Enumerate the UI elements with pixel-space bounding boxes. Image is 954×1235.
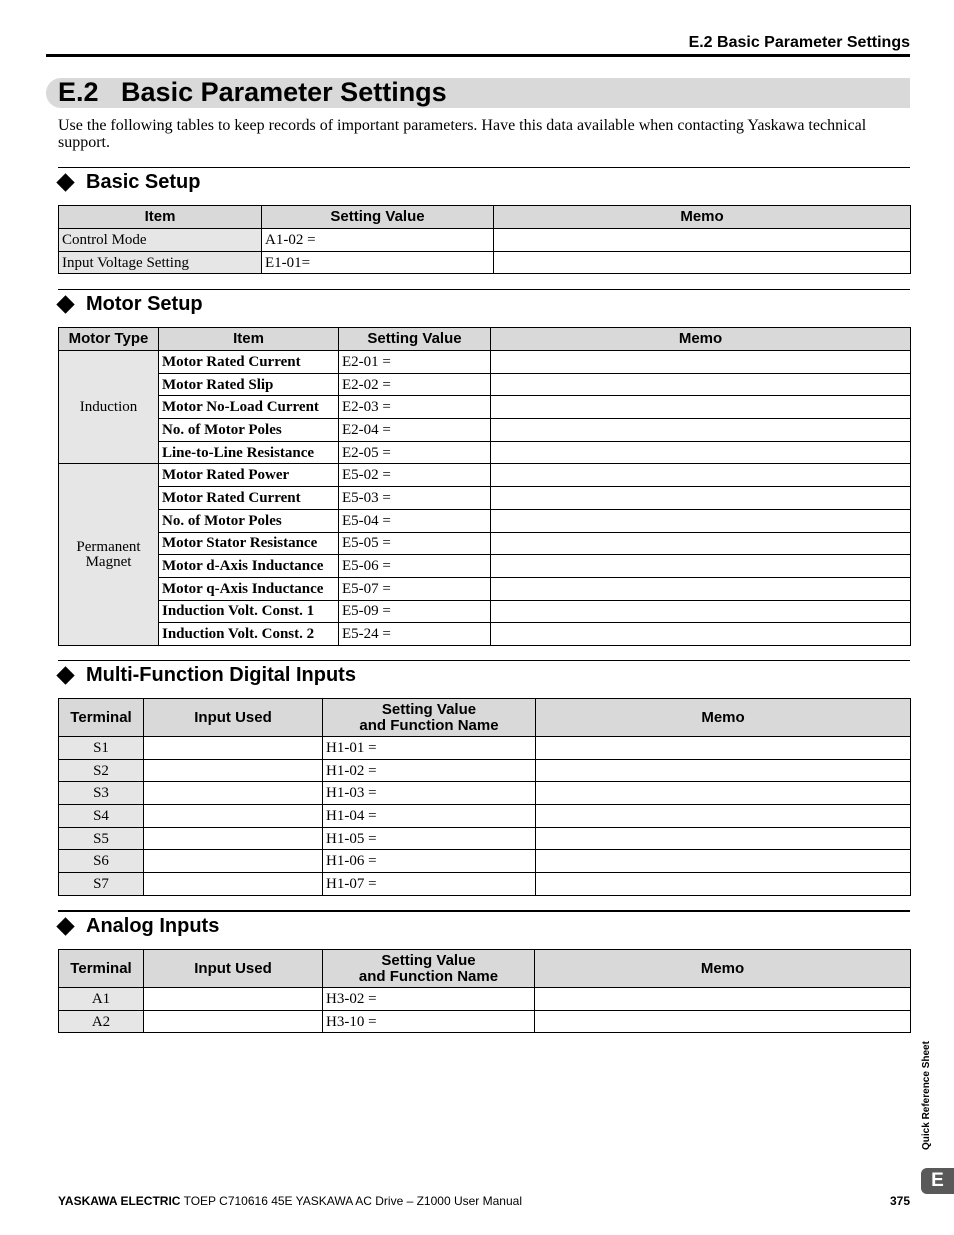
- table-row: [59, 988, 911, 1011]
- section-title: Multi-Function Digital Inputs: [86, 664, 356, 686]
- setting-value-cell: E2-03 =: [339, 396, 491, 419]
- chapter-number: E.2: [58, 77, 99, 107]
- terminal-cell: A2: [59, 1010, 144, 1033]
- section-title: Motor Setup: [86, 293, 203, 315]
- section-heading-basic-setup: [58, 171, 200, 194]
- chapter-title: [58, 77, 447, 108]
- memo-cell: [491, 396, 911, 419]
- item-cell: Motor No-Load Current: [159, 396, 339, 419]
- setting-value-cell: E5-05 =: [339, 532, 491, 555]
- column-header: Memo: [535, 950, 911, 988]
- section-rule: [58, 660, 910, 661]
- motor-type-cell: Induction: [59, 351, 159, 464]
- input-used-cell: [144, 850, 323, 873]
- setting-value-cell: E2-02 =: [339, 373, 491, 396]
- header-line: and Function Name: [358, 967, 499, 985]
- terminal-cell: S1: [59, 737, 144, 760]
- item-cell: Control Mode: [59, 229, 262, 252]
- item-cell: Motor Rated Slip: [159, 373, 339, 396]
- memo-cell: [536, 873, 911, 896]
- column-header: Memo: [494, 206, 911, 229]
- memo-cell: [536, 805, 911, 828]
- digital-inputs-table: [58, 698, 911, 896]
- section-heading-motor-setup: [58, 293, 203, 316]
- table-row: [59, 396, 911, 419]
- section-rule: [58, 167, 910, 168]
- setting-value-cell: E5-06 =: [339, 555, 491, 578]
- input-used-cell: [144, 782, 323, 805]
- table-row: [59, 555, 911, 578]
- diamond-bullet-icon: [56, 173, 74, 191]
- input-used-cell: [144, 737, 323, 760]
- column-header: Motor Type: [59, 328, 159, 351]
- page-number: 375: [889, 1194, 910, 1208]
- memo-cell: [491, 419, 911, 442]
- basic-setup-table: [58, 205, 911, 274]
- memo-cell: [491, 623, 911, 646]
- column-header: Input Used: [144, 699, 323, 737]
- memo-cell: [491, 509, 911, 532]
- footer: [58, 1194, 522, 1208]
- column-header: Terminal: [59, 950, 144, 988]
- terminal-cell: A1: [59, 988, 144, 1011]
- terminal-cell: S5: [59, 827, 144, 850]
- memo-cell: [491, 532, 911, 555]
- section-title: Basic Setup: [86, 171, 201, 193]
- memo-cell: [491, 441, 911, 464]
- setting-value-cell: H1-01 =: [323, 737, 536, 760]
- table-row: [59, 623, 911, 646]
- section-title: Analog Inputs: [86, 915, 220, 937]
- column-header: Setting Value: [339, 328, 491, 351]
- memo-cell: [535, 1010, 911, 1033]
- setting-value-cell: E2-05 =: [339, 441, 491, 464]
- terminal-cell: S2: [59, 759, 144, 782]
- item-cell: Induction Volt. Const. 1: [159, 600, 339, 623]
- table-row: [59, 782, 911, 805]
- memo-cell: [536, 759, 911, 782]
- table-row: [59, 441, 911, 464]
- table-row: [59, 827, 911, 850]
- memo-cell: [535, 988, 911, 1011]
- column-header: [323, 950, 535, 988]
- setting-value-cell: A1-02 =: [262, 229, 494, 252]
- footer-company: YASKAWA ELECTRIC: [58, 1194, 181, 1208]
- section-rule: [58, 910, 910, 912]
- memo-cell: [536, 782, 911, 805]
- memo-cell: [491, 351, 911, 374]
- chapter-tab: E: [921, 1168, 954, 1194]
- column-header: Input Used: [144, 950, 323, 988]
- memo-cell: [536, 850, 911, 873]
- table-row: [59, 251, 911, 274]
- section-heading-digital-inputs: [58, 664, 356, 687]
- memo-cell: [491, 555, 911, 578]
- setting-value-cell: E5-02 =: [339, 464, 491, 487]
- input-used-cell: [144, 873, 323, 896]
- item-cell: Line-to-Line Resistance: [159, 441, 339, 464]
- column-header: Item: [159, 328, 339, 351]
- column-header: Terminal: [59, 699, 144, 737]
- setting-value-cell: E1-01=: [262, 251, 494, 274]
- memo-cell: [491, 600, 911, 623]
- setting-value-cell: E5-03 =: [339, 487, 491, 510]
- table-row: [59, 373, 911, 396]
- table-row: [59, 229, 911, 252]
- table-row: [59, 464, 911, 487]
- diamond-bullet-icon: [56, 917, 74, 935]
- item-cell: Motor Stator Resistance: [159, 532, 339, 555]
- table-row: [59, 351, 911, 374]
- memo-cell: [491, 487, 911, 510]
- input-used-cell: [144, 988, 323, 1011]
- table-row: [59, 737, 911, 760]
- column-header: Setting Value: [262, 206, 494, 229]
- table-row: [59, 419, 911, 442]
- table-row: [59, 532, 911, 555]
- column-header: [323, 699, 536, 737]
- item-cell: Induction Volt. Const. 2: [159, 623, 339, 646]
- analog-inputs-table: [58, 949, 911, 1033]
- column-header: Item: [59, 206, 262, 229]
- memo-cell: [494, 251, 911, 274]
- table-row: [59, 850, 911, 873]
- table-row: [59, 600, 911, 623]
- terminal-cell: S6: [59, 850, 144, 873]
- memo-cell: [491, 373, 911, 396]
- setting-value-cell: E5-09 =: [339, 600, 491, 623]
- diamond-bullet-icon: [56, 666, 74, 684]
- header-line: Setting Value: [381, 700, 477, 718]
- section-heading-analog-inputs: [58, 915, 219, 938]
- table-row: [59, 509, 911, 532]
- intro-paragraph: Use the following tables to keep records of important parameters. Have this data available when contacting Yaskawa technical support.: [58, 117, 867, 151]
- item-cell: Input Voltage Setting: [59, 251, 262, 274]
- setting-value-cell: E2-04 =: [339, 419, 491, 442]
- column-header: Memo: [536, 699, 911, 737]
- memo-cell: [491, 577, 911, 600]
- item-cell: Motor d-Axis Inductance: [159, 555, 339, 578]
- memo-cell: [536, 737, 911, 760]
- side-tab-label: Quick Reference Sheet: [921, 1041, 932, 1150]
- setting-value-cell: H1-04 =: [323, 805, 536, 828]
- running-head: E.2 Basic Parameter Settings: [688, 34, 910, 51]
- setting-value-cell: H1-03 =: [323, 782, 536, 805]
- header-line: and Function Name: [359, 716, 499, 734]
- table-row: [59, 577, 911, 600]
- setting-value-cell: H1-02 =: [323, 759, 536, 782]
- terminal-cell: S3: [59, 782, 144, 805]
- column-header: Memo: [491, 328, 911, 351]
- terminal-cell: S4: [59, 805, 144, 828]
- chapter-name: Basic Parameter Settings: [121, 77, 447, 107]
- item-cell: Motor Rated Power: [159, 464, 339, 487]
- setting-value-cell: E5-07 =: [339, 577, 491, 600]
- input-used-cell: [144, 805, 323, 828]
- memo-cell: [491, 464, 911, 487]
- header-line: Setting Value: [381, 951, 476, 969]
- setting-value-cell: E2-01 =: [339, 351, 491, 374]
- setting-value-cell: H3-10 =: [323, 1010, 535, 1033]
- table-row: [59, 805, 911, 828]
- memo-cell: [494, 229, 911, 252]
- table-row: [59, 1010, 911, 1033]
- setting-value-cell: H3-02 =: [323, 988, 535, 1011]
- table-row: [59, 873, 911, 896]
- setting-value-cell: E5-24 =: [339, 623, 491, 646]
- table-row: [59, 487, 911, 510]
- terminal-cell: S7: [59, 873, 144, 896]
- item-cell: Motor Rated Current: [159, 487, 339, 510]
- setting-value-cell: H1-07 =: [323, 873, 536, 896]
- item-cell: Motor Rated Current: [159, 351, 339, 374]
- footer-manual: TOEP C710616 45E YASKAWA AC Drive – Z1000 User Manual: [180, 1194, 522, 1208]
- item-cell: No. of Motor Poles: [159, 509, 339, 532]
- input-used-cell: [144, 759, 323, 782]
- setting-value-cell: H1-05 =: [323, 827, 536, 850]
- motor-type-cell: Permanent Magnet: [59, 464, 159, 646]
- memo-cell: [536, 827, 911, 850]
- item-cell: No. of Motor Poles: [159, 419, 339, 442]
- setting-value-cell: E5-04 =: [339, 509, 491, 532]
- table-row: [59, 759, 911, 782]
- input-used-cell: [144, 827, 323, 850]
- input-used-cell: [144, 1010, 323, 1033]
- item-cell: Motor q-Axis Inductance: [159, 577, 339, 600]
- diamond-bullet-icon: [56, 295, 74, 313]
- setting-value-cell: H1-06 =: [323, 850, 536, 873]
- header-rule: [46, 54, 910, 57]
- motor-setup-table: [58, 327, 911, 646]
- section-rule: [58, 289, 910, 290]
